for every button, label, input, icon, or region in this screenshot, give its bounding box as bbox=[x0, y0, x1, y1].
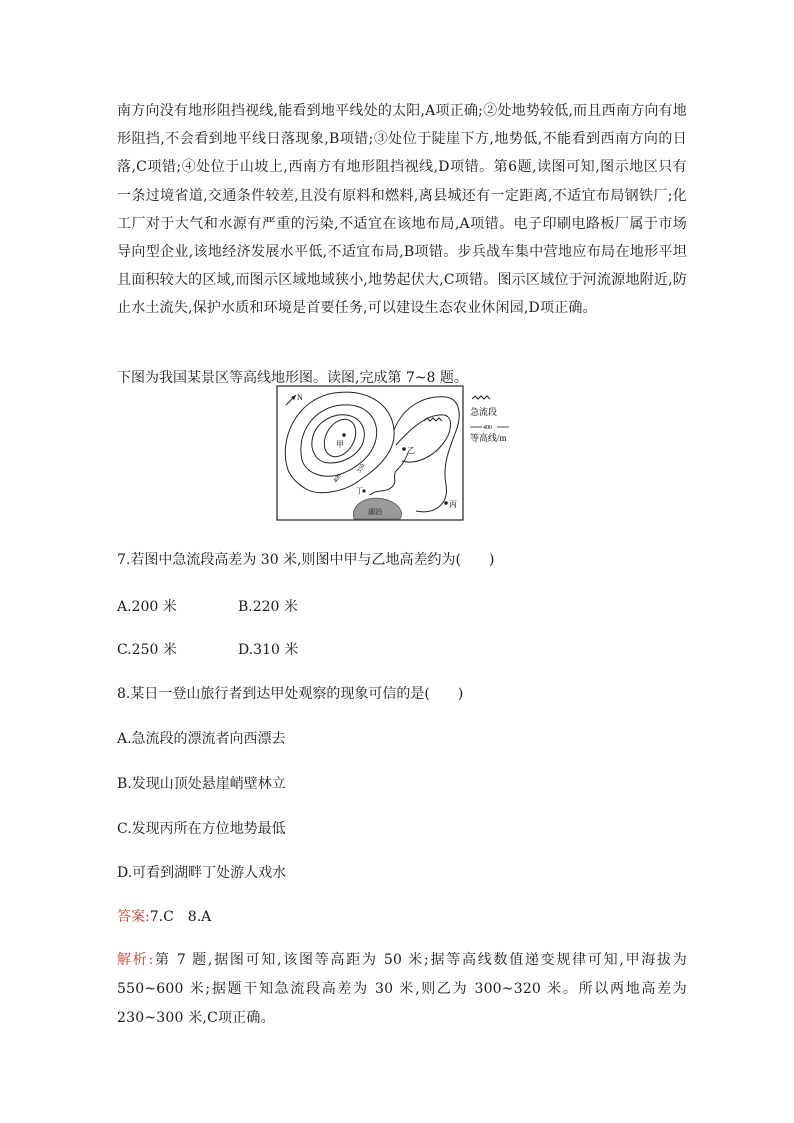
q8-stem: 8.某日一登山旅行者到达甲处观察的现象可信的是( ) bbox=[117, 686, 464, 702]
legend-contour-label: 等高线/m bbox=[470, 433, 507, 443]
analysis-label: 解析: bbox=[117, 952, 154, 968]
analysis-paragraph bbox=[117, 946, 687, 1033]
q7-option-c: C.250 米 bbox=[117, 642, 177, 658]
contour-map bbox=[276, 385, 518, 523]
q8-option-c: C.发现丙所在方位地势最低 bbox=[117, 821, 286, 837]
contour-label-350: 350 bbox=[356, 463, 367, 474]
point-bing: 丙 bbox=[449, 500, 457, 509]
contour-map-svg bbox=[276, 385, 518, 523]
point-bing-dot bbox=[444, 501, 448, 505]
point-yi-dot bbox=[402, 447, 406, 451]
point-jia: 甲 bbox=[336, 440, 344, 449]
q7-option-a: A.200 米 bbox=[117, 599, 177, 615]
legend-rapids-icon bbox=[472, 396, 490, 399]
north-label: N bbox=[297, 393, 303, 402]
q7-option-b: B.220 米 bbox=[238, 599, 298, 615]
contour-label-400: 400 bbox=[332, 473, 343, 485]
point-jia-dot bbox=[342, 433, 346, 437]
answer-line bbox=[117, 906, 211, 926]
answer-label: 答案: bbox=[117, 909, 150, 925]
q7-stem: 7.若图中急流段高差为 30 米,则图中甲与乙地高差约为( ) bbox=[117, 552, 495, 568]
point-yi: 乙 bbox=[407, 446, 415, 455]
q8-option-a: A.急流段的漂流者向西漂去 bbox=[117, 731, 286, 747]
legend-contour-value: 400 bbox=[483, 425, 492, 431]
q8-option-d: D.可看到湖畔丁处游人戏水 bbox=[117, 865, 287, 881]
explanation-paragraph: 南方向没有地形阻挡视线,能看到地平线处的太阳,A项正确;②处地势较低,而且西南方向有地形阻挡,不会看到地平线日落现象,B项错;③处位于陡崖下方,地势低,不能看到西南方向的日落,C项错;④处位于山坡上,西南方有地形阻挡视线,D项错。第6题,读图可知,图示地区只有一条过境省道,交通条件较差,且没有原料和燃料,离县城还有一定距离,不适宜布局钢铁厂;化工厂对于大气和水源有严重的污染,不适宜在该地布局,A项错。电子印刷电路板厂属于市场导向型企业,该地经济发展水平低,不适宜布局,B项错。步兵战车集中营地应布局在地形平坦且面积较大的区域,而图示区域地域狭小,地势起伏大,C项错。图示区域位于河流源地附近,防止水土流失,保护水质和环境是首要任务,可以建设生态农业休闲园,D项正确。 bbox=[117, 103, 687, 317]
legend-rapids: 急流段 bbox=[470, 407, 498, 417]
question-intro: 下图为我国某景区等高线地形图。读图,完成第 7~8 题。 bbox=[117, 370, 468, 386]
point-ding: 丁 bbox=[356, 487, 363, 495]
lake-label: 湖泊 bbox=[368, 508, 382, 516]
q8-option-b: B.发现山顶处悬崖峭壁林立 bbox=[117, 776, 286, 792]
analysis-text: 第 7 题,据图可知,该图等高距为 50 米;据等高线数值递变规律可知,甲海拔为 550~600 米;据题干知急流段高差为 30 米,则乙为 300~320 米。所以两地高差为 230~300 米,C项正确。 bbox=[117, 952, 687, 1026]
q7-option-d: D.310 米 bbox=[238, 642, 299, 658]
answer-text: 7.C 8.A bbox=[149, 909, 212, 925]
